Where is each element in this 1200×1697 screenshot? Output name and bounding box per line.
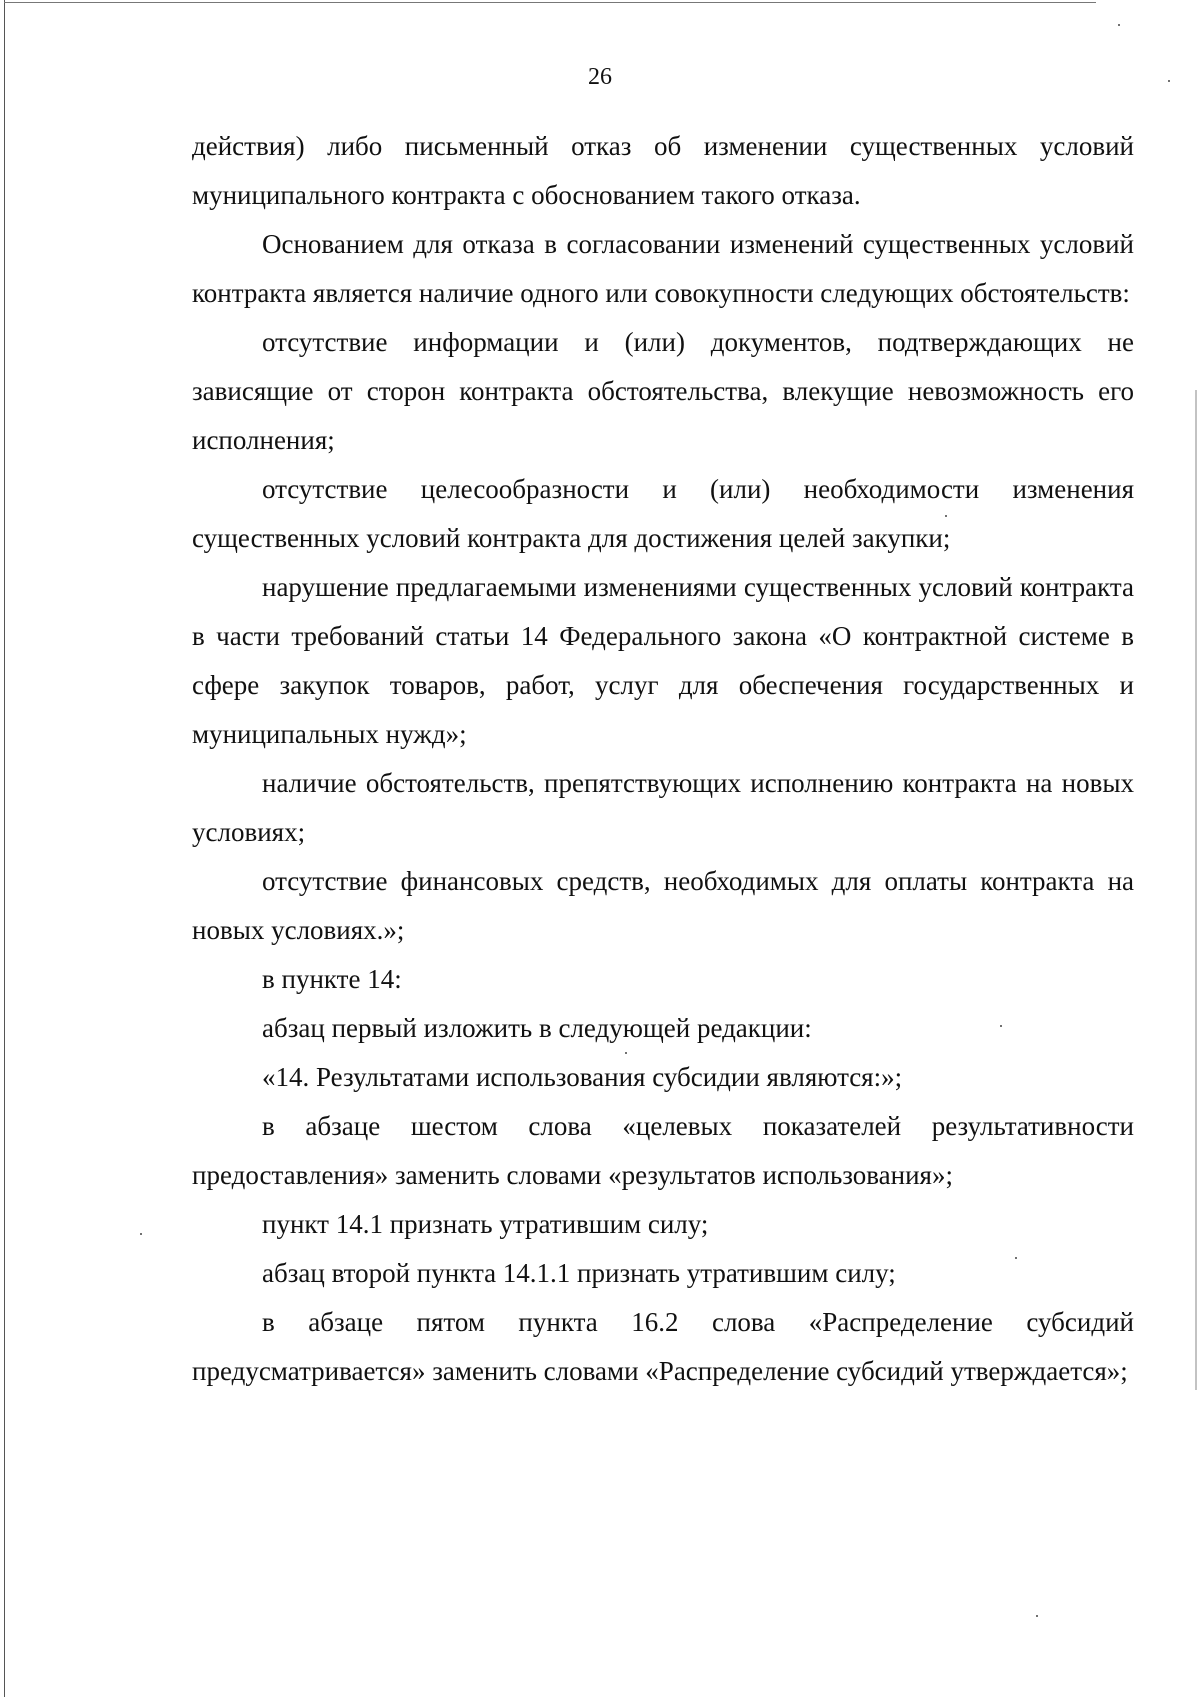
paragraph-item-16-2: в абзаце пятом пункта 16.2 слова «Распределение субсидий предусматривается» заменить словами «Распределение субсидий утверждается»; bbox=[192, 1307, 1134, 1386]
page-edge-top bbox=[4, 2, 1096, 3]
document-body bbox=[192, 122, 1134, 1396]
paragraph-item-14-1-1: абзац второй пункта 14.1.1 признать утратившим силу; bbox=[262, 1258, 896, 1288]
paragraph-results-quote: «14. Результатами использования субсидии являются:»; bbox=[262, 1062, 903, 1092]
scan-speck bbox=[625, 1052, 627, 1054]
scan-speck bbox=[140, 1233, 142, 1235]
scan-speck bbox=[1015, 1257, 1017, 1259]
scan-speck bbox=[945, 515, 947, 517]
paragraph-obstacles: наличие обстоятельств, препятствующих исполнению контракта на новых условиях; bbox=[192, 768, 1134, 847]
paragraph-item-14-1: пункт 14.1 признать утратившим силу; bbox=[262, 1209, 709, 1239]
scan-speck bbox=[1168, 80, 1170, 82]
paragraph-no-expediency: отсутствие целесообразности и (или) необходимости изменения существенных условий контракта для достижения целей закупки; bbox=[192, 474, 1134, 553]
paragraph-no-funds: отсутствие финансовых средств, необходимых для оплаты контракта на новых условиях.»; bbox=[192, 866, 1134, 945]
page-edge-left bbox=[4, 0, 5, 1697]
paragraph-first-abzac: абзац первый изложить в следующей редакции: bbox=[262, 1013, 812, 1043]
scan-speck bbox=[1000, 1025, 1002, 1027]
paragraph-refusal-grounds: Основанием для отказа в согласовании изменений существенных условий контракта является наличие одного или совокупности следующих обстоятельств: bbox=[192, 229, 1134, 308]
paragraph-sixth-abzac: в абзаце шестом слова «целевых показателей результативности предоставления» заменить словами «результатов использования»; bbox=[192, 1111, 1134, 1190]
paragraph-law-violation: нарушение предлагаемыми изменениями существенных условий контракта в части требований статьи 14 Федерального закона «О контрактной системе в сфере закупок товаров, работ, услуг для обеспечения государственных и муниципальных нужд»; bbox=[192, 572, 1134, 749]
page-edge-right bbox=[1195, 390, 1197, 1390]
scan-speck bbox=[1118, 24, 1120, 26]
page-number: 26 bbox=[588, 64, 612, 90]
paragraph-no-documents: отсутствие информации и (или) документов, подтверждающих не зависящие от сторон контракта обстоятельства, влекущие невозможность его исполнения; bbox=[192, 327, 1134, 455]
scan-speck bbox=[1036, 1615, 1038, 1617]
paragraph-item-14: в пункте 14: bbox=[262, 964, 402, 994]
paragraph-continuation: действия) либо письменный отказ об изменении существенных условий муниципального контракта с обоснованием такого отказа. bbox=[192, 131, 1134, 210]
